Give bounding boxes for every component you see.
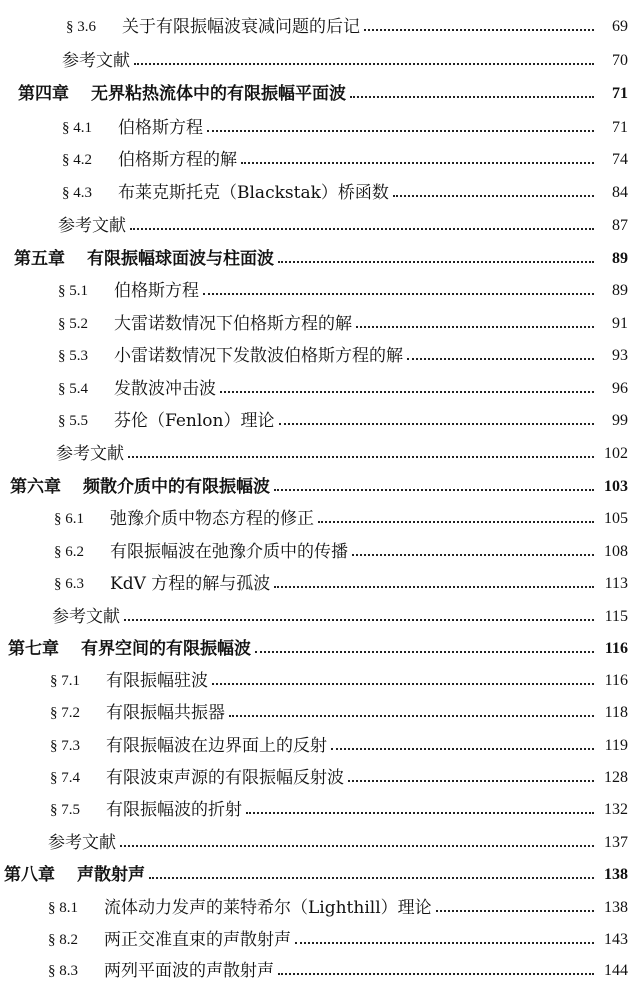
section-number: § 3.6: [66, 19, 96, 35]
dot-leader: [229, 696, 594, 730]
toc-entry-5-3: [58, 339, 628, 373]
toc-entry-references-ch5: [56, 437, 628, 471]
page-number: 108: [604, 543, 628, 560]
dot-leader: [246, 793, 594, 827]
toc-entry-8-3: [48, 954, 628, 988]
dot-leader: [255, 632, 594, 666]
section-number: § 8.3: [48, 963, 78, 979]
chapter-title: 有限振幅球面波与柱面波: [87, 249, 274, 269]
toc-entry-7-4: [50, 761, 628, 795]
section-number: § 5.3: [58, 348, 88, 364]
entry-title: KdV 方程的解与孤波: [110, 574, 271, 594]
toc-entry-8-2: [48, 923, 628, 957]
toc-entry-7-2: [50, 696, 628, 730]
page-number: 71: [612, 119, 628, 136]
toc-entry-3-6: [66, 10, 628, 44]
dot-leader: [436, 891, 594, 925]
section-number: § 7.2: [50, 705, 80, 721]
entry-title: 芬伦（Fenlon）理论: [114, 411, 275, 431]
page-number: 70: [612, 52, 628, 69]
page-number: 69: [612, 18, 628, 35]
chapter-title: 频散介质中的有限振幅波: [83, 477, 270, 497]
section-number: § 6.2: [54, 544, 84, 560]
page-number: 116: [604, 672, 628, 689]
dot-leader: [393, 176, 594, 210]
entry-title: 参考文献: [56, 444, 124, 464]
section-number: § 7.1: [50, 673, 80, 689]
toc-entry-4-3: [62, 176, 628, 210]
toc-entry-6-2: [54, 535, 628, 569]
toc-entry-4-2: [62, 143, 628, 177]
dot-leader: [128, 437, 594, 471]
toc-chapter-5: [14, 242, 628, 276]
dot-leader: [278, 954, 594, 988]
page-number: 89: [612, 250, 628, 267]
section-number: § 4.1: [62, 120, 92, 136]
dot-leader: [356, 307, 594, 341]
page-number: 89: [612, 282, 628, 299]
entry-title: 有限振幅波在弛豫介质中的传播: [110, 542, 348, 562]
page-number: 84: [612, 184, 628, 201]
entry-title: 两列平面波的声散射声: [104, 961, 274, 981]
toc-entry-7-1: [50, 664, 628, 698]
dot-leader: [295, 923, 594, 957]
section-number: § 6.1: [54, 511, 84, 527]
entry-title: 有限振幅共振器: [106, 703, 225, 723]
entry-title: 参考文献: [48, 833, 116, 853]
dot-leader: [274, 567, 594, 601]
section-number: § 7.5: [50, 802, 80, 818]
section-number: § 7.3: [50, 738, 80, 754]
chapter-number: 第六章: [10, 477, 61, 497]
page-number: 96: [612, 380, 628, 397]
entry-title: 关于有限振幅波衰减问题的后记: [122, 17, 360, 37]
dot-leader: [207, 111, 594, 145]
entry-title: 参考文献: [58, 216, 126, 236]
dot-leader: [120, 826, 594, 860]
dot-leader: [274, 470, 594, 504]
entry-title: 伯格斯方程: [118, 118, 203, 138]
toc-entry-references-ch7: [48, 826, 628, 860]
page-number: 102: [604, 445, 628, 462]
entry-title: 参考文献: [52, 607, 120, 627]
toc-chapter-7: [8, 632, 628, 666]
entry-title: 伯格斯方程: [114, 281, 199, 301]
chapter-number: 第五章: [14, 249, 65, 269]
chapter-number: 第四章: [18, 84, 69, 104]
toc-entry-references-ch3: [62, 44, 628, 78]
toc-chapter-4: [18, 77, 628, 111]
dot-leader: [134, 44, 594, 78]
chapter-number: 第七章: [8, 639, 59, 659]
toc-chapter-8: [4, 858, 628, 892]
chapter-number: 第八章: [4, 865, 55, 885]
page-number: 143: [604, 931, 628, 948]
dot-leader: [318, 502, 594, 536]
entry-title: 有限振幅波的折射: [106, 800, 242, 820]
dot-leader: [331, 729, 594, 763]
toc-entry-references-ch4: [58, 209, 628, 243]
section-number: § 7.4: [50, 770, 80, 786]
chapter-title: 声散射声: [77, 865, 145, 885]
page-number: 128: [604, 769, 628, 786]
dot-leader: [407, 339, 594, 373]
toc-chapter-6: [10, 470, 628, 504]
entry-title: 大雷诺数情况下伯格斯方程的解: [114, 314, 352, 334]
entry-title: 布莱克斯托克（Blackstak）桥函数: [118, 183, 389, 203]
dot-leader: [279, 404, 595, 438]
dot-leader: [241, 143, 594, 177]
toc-entry-6-3: [54, 567, 628, 601]
dot-leader: [212, 664, 594, 698]
page-number: 144: [604, 962, 628, 979]
page-number: 87: [612, 217, 628, 234]
entry-title: 有限振幅驻波: [106, 671, 208, 691]
dot-leader: [352, 535, 594, 569]
toc-entry-7-5: [50, 793, 628, 827]
page-number: 71: [612, 85, 628, 102]
section-number: § 6.3: [54, 576, 84, 592]
section-number: § 8.1: [48, 900, 78, 916]
section-number: § 8.2: [48, 932, 78, 948]
toc-entry-5-2: [58, 307, 628, 341]
page-number: 74: [612, 151, 628, 168]
page-number: 113: [604, 575, 628, 592]
page-number: 118: [604, 704, 628, 721]
page-number: 93: [612, 347, 628, 364]
dot-leader: [130, 209, 594, 243]
dot-leader: [350, 77, 594, 111]
toc-entry-7-3: [50, 729, 628, 763]
dot-leader: [348, 761, 594, 795]
section-number: § 5.1: [58, 283, 88, 299]
entry-title: 发散波冲击波: [114, 379, 216, 399]
section-number: § 5.4: [58, 381, 88, 397]
page-number: 105: [604, 510, 628, 527]
page-number: 103: [604, 478, 628, 495]
toc-entry-references-ch6: [52, 600, 628, 634]
dot-leader: [124, 600, 594, 634]
section-number: § 4.3: [62, 185, 92, 201]
entry-title: 弛豫介质中物态方程的修正: [110, 509, 314, 529]
toc-entry-5-4: [58, 372, 628, 406]
toc-entry-5-5: [58, 404, 628, 438]
section-number: § 5.2: [58, 316, 88, 332]
page-number: 137: [604, 834, 628, 851]
dot-leader: [203, 274, 594, 308]
page-number: 99: [612, 412, 628, 429]
entry-title: 有限振幅波在边界面上的反射: [106, 736, 327, 756]
dot-leader: [278, 242, 594, 276]
chapter-title: 无界粘热流体中的有限振幅平面波: [91, 84, 346, 104]
page-number: 138: [604, 866, 628, 883]
entry-title: 有限波束声源的有限振幅反射波: [106, 768, 344, 788]
page-number: 115: [604, 608, 628, 625]
toc-entry-5-1: [58, 274, 628, 308]
section-number: § 4.2: [62, 152, 92, 168]
page-number: 132: [604, 801, 628, 818]
toc-entry-8-1: [48, 891, 628, 925]
page-number: 91: [612, 315, 628, 332]
page-number: 119: [604, 737, 628, 754]
entry-title: 两正交准直束的声散射声: [104, 930, 291, 950]
entry-title: 参考文献: [62, 51, 130, 71]
chapter-title: 有界空间的有限振幅波: [81, 639, 251, 659]
entry-title: 流体动力发声的莱特希尔（Lighthill）理论: [104, 898, 432, 918]
entry-title: 小雷诺数情况下发散波伯格斯方程的解: [114, 346, 403, 366]
dot-leader: [220, 372, 594, 406]
section-number: § 5.5: [58, 413, 88, 429]
page-number: 116: [604, 640, 628, 657]
page-number: 138: [604, 899, 628, 916]
entry-title: 伯格斯方程的解: [118, 150, 237, 170]
dot-leader: [364, 10, 594, 44]
toc-entry-4-1: [62, 111, 628, 145]
toc-entry-6-1: [54, 502, 628, 536]
dot-leader: [149, 858, 594, 892]
